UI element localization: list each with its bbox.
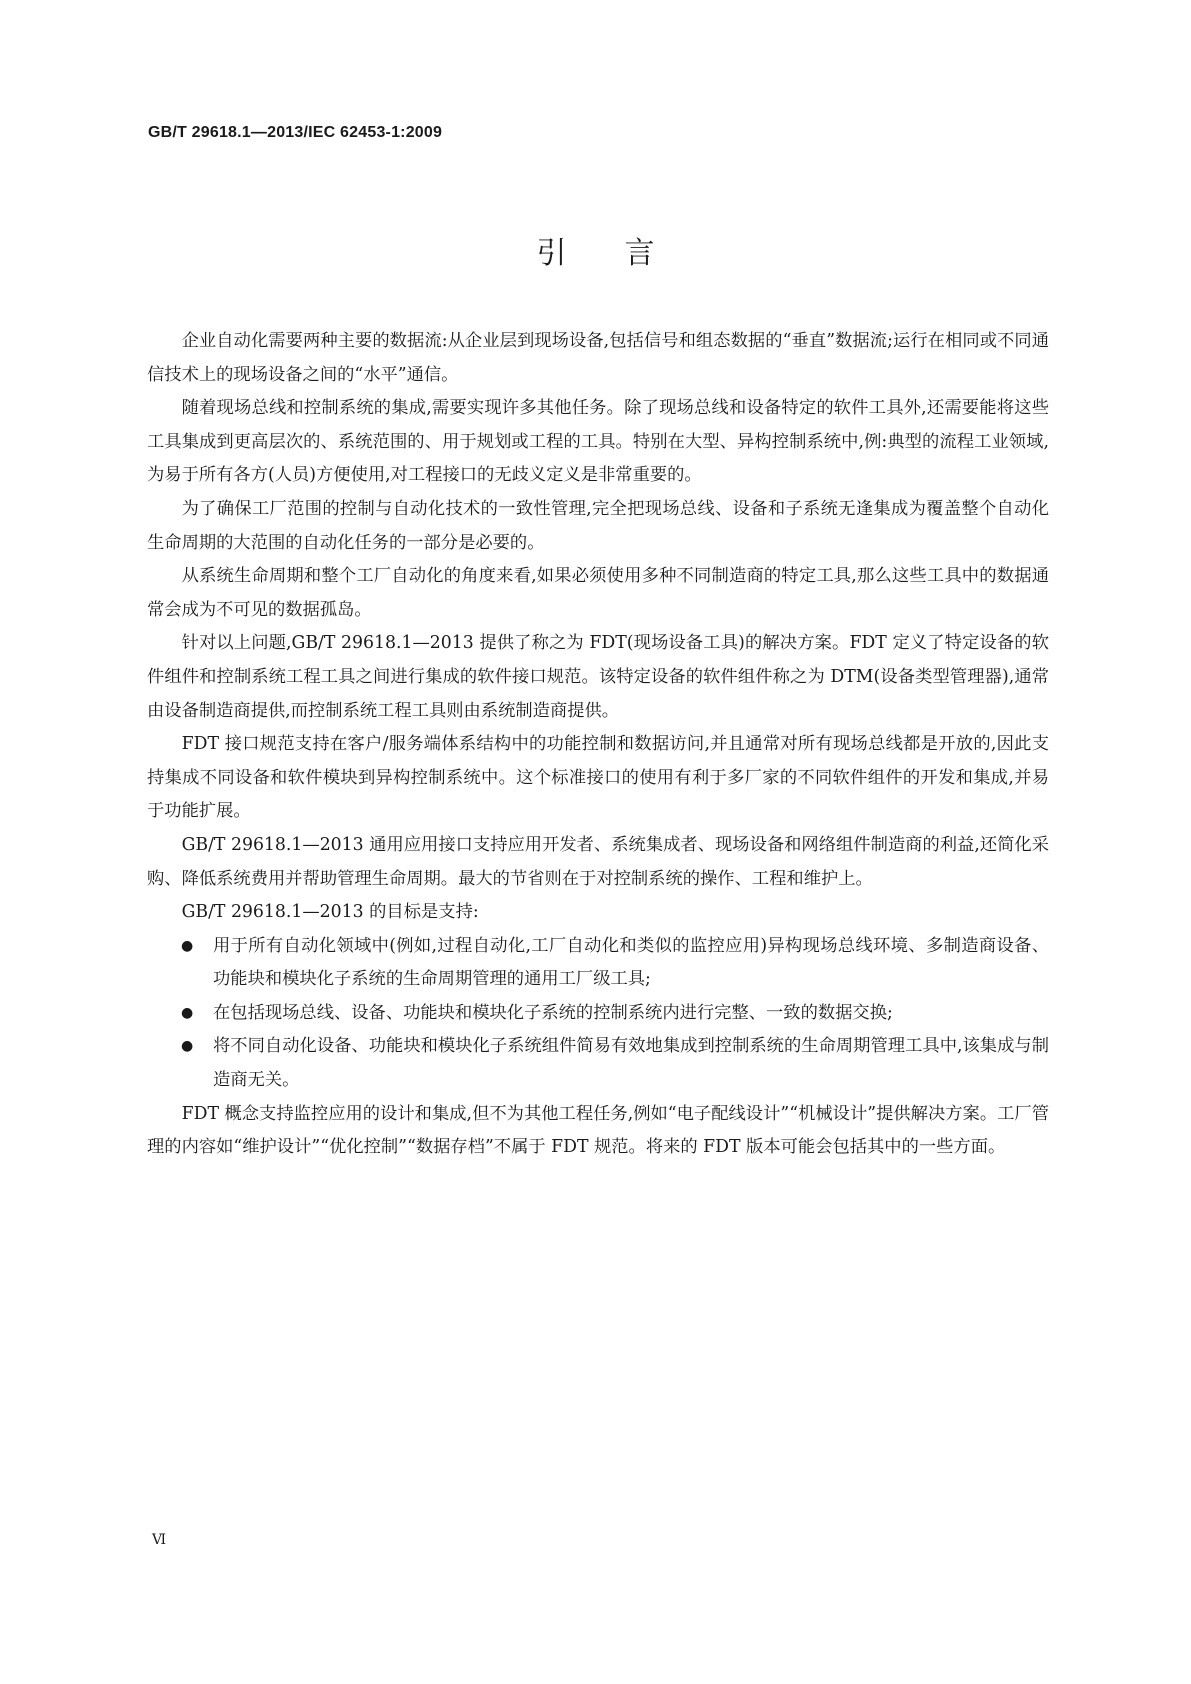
paragraph-fdt-interface: FDT 接口规范支持在客户/服务端体系结构中的功能控制和数据访问,并且通常对所有现场总线都是开放的,因此支持集成不同设备和软件模块到异构控制系统中。这个标准接口的使用有利于多厂家的不同软件组件的开发和集成,并易于功能扩展。	[147, 734, 1049, 822]
paragraph-goals-intro: GB/T 29618.1—2013 的目标是支持:	[181, 902, 479, 923]
introduction-body	[147, 325, 1049, 1165]
goal-text: 在包括现场总线、设备、功能块和模块化子系统的控制系统内进行完整、一致的数据交换;	[213, 1002, 893, 1023]
paragraph-integration-tasks: 随着现场总线和控制系统的集成,需要实现许多其他任务。除了现场总线和设备特定的软件工具外,还需要能将这些工具集成到更高层次的、系统范围的、用于规划或工程的工具。特别在大型、异构控制系统中,例:典型的流程工业领域,为易于所有各方(人员)方便使用,对工程接口的无歧义定义是非常重要的。	[147, 398, 1049, 486]
paragraph-data-flows: 企业自动化需要两种主要的数据流:从企业层到现场设备,包括信号和组态数据的“垂直”数据流;运行在相同或不同通信技术上的现场设备之间的“水平”通信。	[147, 331, 1049, 385]
list-item	[147, 997, 1049, 1031]
section-title: 引言	[536, 236, 713, 271]
bullet-icon: ●	[181, 1004, 194, 1021]
standard-number-header: GB/T 29618.1—2013/IEC 62453-1:2009	[148, 124, 443, 141]
list-item	[147, 1030, 1049, 1097]
goals-list	[147, 930, 1049, 1098]
paragraph-fdt-solution: 针对以上问题,GB/T 29618.1—2013 提供了称之为 FDT(现场设备工具)的解决方案。FDT 定义了特定设备的软件组件和控制系统工程工具之间进行集成的软件接口规范。该特定设备的软件组件称之为 DTM(设备类型管理器),通常由设备制造商提供,而控制系统工程工具则由系统制造商提供。	[147, 633, 1049, 721]
goal-text: 将不同自动化设备、功能块和模块化子系统组件简易有效地集成到控制系统的生命周期管理工具中,该集成与制造商无关。	[213, 1036, 1049, 1091]
paragraph-fdt-scope: FDT 概念支持监控应用的设计和集成,但不为其他工程任务,例如“电子配线设计”“机械设计”提供解决方案。工厂管理的内容如“维护设计”“优化控制”“数据存档”不属于 FDT 规范。将来的 FDT 版本可能会包括其中的一些方面。	[147, 1103, 1049, 1158]
bullet-icon: ●	[181, 937, 194, 954]
paragraph-data-islands: 从系统生命周期和整个工厂自动化的角度来看,如果必须使用多种不同制造商的特定工具,那么这些工具中的数据通常会成为不可见的数据孤岛。	[147, 566, 1049, 620]
paragraph-consistent-management: 为了确保工厂范围的控制与自动化技术的一致性管理,完全把现场总线、设备和子系统无逢集成为覆盖整个自动化生命周期的大范围的自动化任务的一部分是必要的。	[147, 498, 1049, 553]
goal-text: 用于所有自动化领域中(例如,过程自动化,工厂自动化和类似的监控应用)异构现场总线环境、多制造商设备、功能块和模块化子系统的生命周期管理的通用工厂级工具;	[213, 935, 1049, 990]
paragraph-benefits: GB/T 29618.1—2013 通用应用接口支持应用开发者、系统集成者、现场设备和网络组件制造商的利益,还简化采购、降低系统费用并帮助管理生命周期。最大的节省则在于对控制系统的操作、工程和维护上。	[147, 834, 1049, 889]
page-number: Ⅵ	[152, 1532, 167, 1548]
list-item	[147, 930, 1049, 997]
bullet-icon: ●	[181, 1038, 194, 1055]
